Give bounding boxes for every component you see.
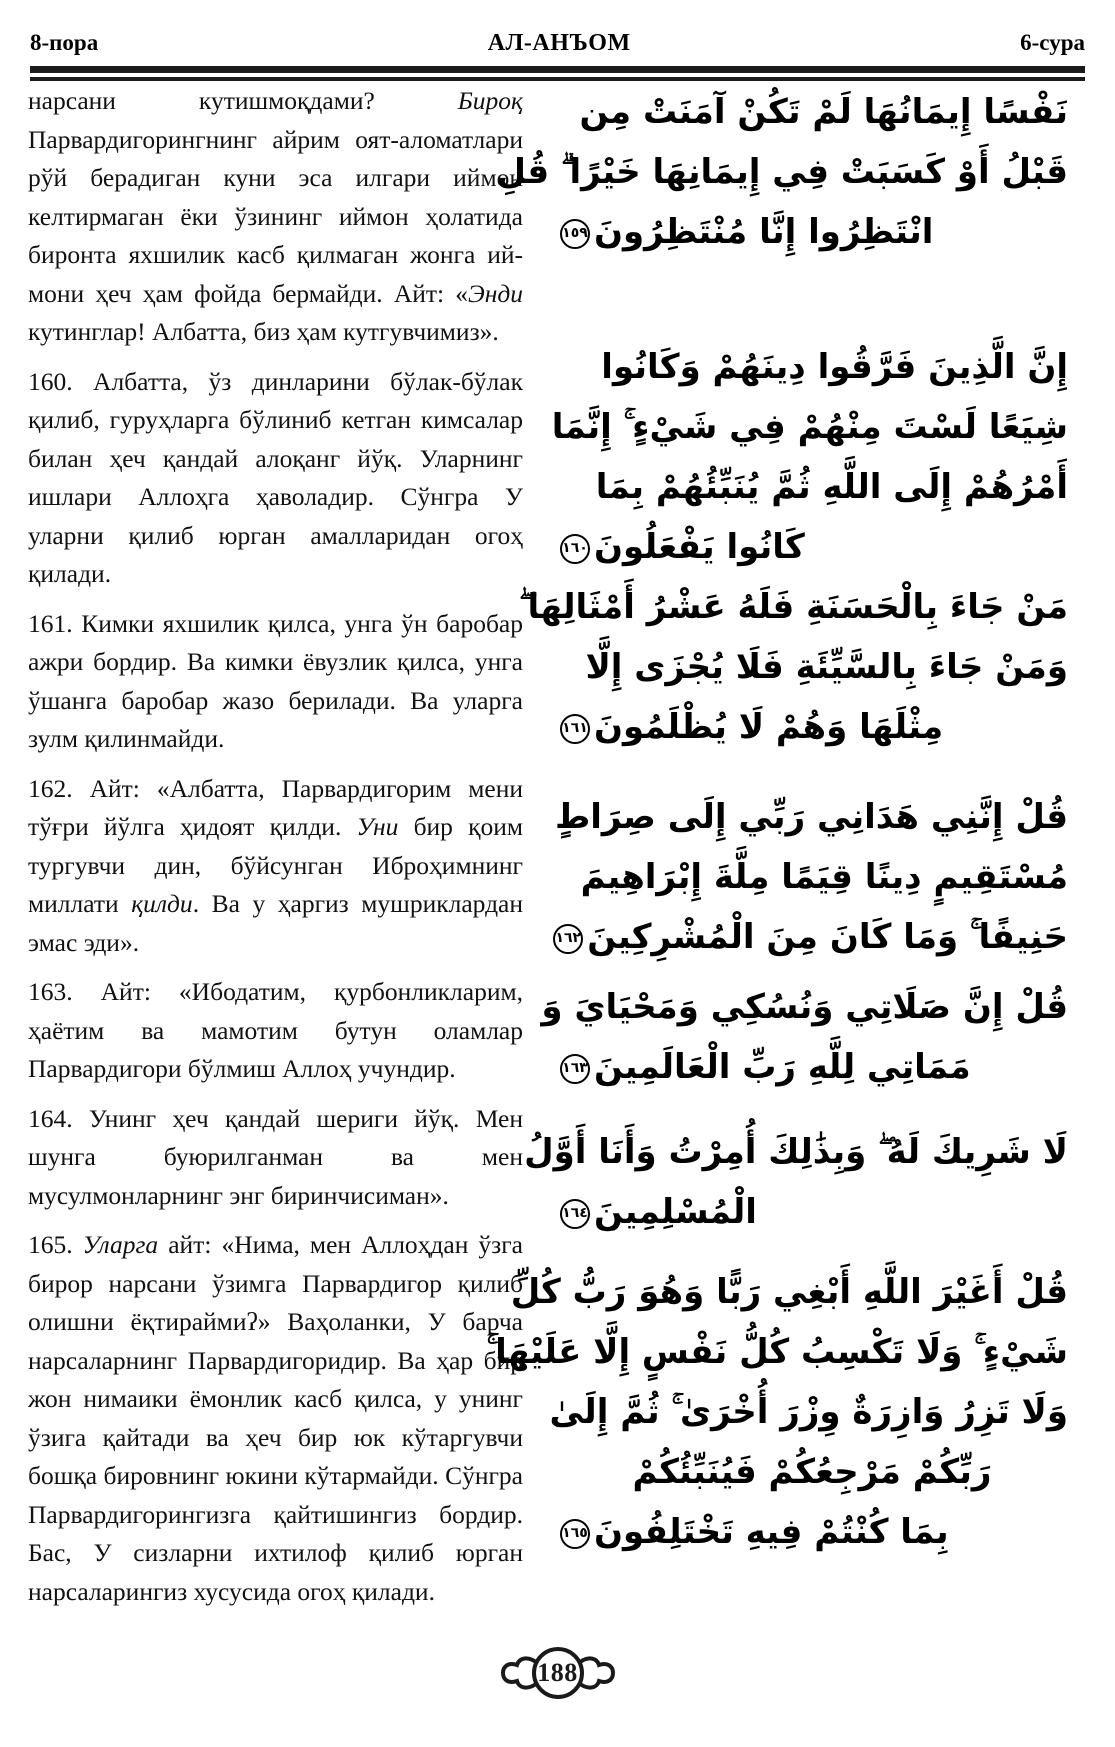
arabic-verse-block — [496, 82, 1068, 262]
arabic-line: وَلَا تَزِرُ وَازِرَةٌ وِزْرَ أُخْرَىٰ ۚ ثُمَّ إِلَىٰ — [549, 1392, 1068, 1432]
arabic-line: مِثْلَهَا وَهُمْ لَا يُظْلَمُونَ١٦١ — [556, 697, 1068, 757]
running-header — [30, 30, 1085, 64]
arabic-line: نَفْسًا إِيمَانُهَا لَمْ تَكُنْ آمَنَتْ مِن — [579, 92, 1068, 132]
header-surah-number: 6-сура — [1020, 30, 1085, 55]
arabic-line: أَمْرُهُمْ إِلَى اللَّهِ ثُمَّ يُنَبِّئُهُمْ بِمَا — [595, 467, 1068, 507]
arabic-line: مَنْ جَاءَ بِالْحَسَنَةِ فَلَهُ عَشْرُ أَمْثَالِهَا ۖ — [519, 587, 1068, 627]
translation-paragraph — [28, 82, 523, 352]
body-text: Парвардигорингнинг айрим оят-аломатлари рўй берадиган куни эса илгари иймон келтирмаган ёки ўзининг иймон ҳолатида биронта яхшилик касб қилмаган жонга иймони ҳеч ҳам фойда бермайди. Айт: « — [28, 124, 523, 308]
ayah-number-badge: ١٦٤ — [560, 1199, 590, 1229]
arabic-line: قَبْلُ أَوْ كَسَبَتْ فِي إِيمَانِهَا خَيْرًا ۗ قُلِ — [496, 152, 1068, 192]
arabic-line: لَا شَرِيكَ لَهُ ۖ وَبِذَٰلِكَ أُمِرْتُ وَأَنَا أَوَّلُ — [524, 1132, 1068, 1172]
body-text: 160. Албатта, ўз динларини бўлак-бўлак қилиб, гуруҳларга бўлиниб кетган кимсалар билан ҳеч қандай алоқанг йўқ. Уларнинг ишлари Аллоҳга ҳаволадир. Сўнгра У уларни қилиб юрган амалларидан огоҳ қилади. — [28, 366, 523, 588]
emphasis-text: Уни — [356, 812, 399, 841]
translation-paragraph — [28, 973, 523, 1089]
header-rule-group — [30, 66, 1085, 81]
arabic-line: رَبِّكُمْ مَرْجِعُكُمْ فَيُنَبِّئُكُمْ — [632, 1452, 992, 1492]
ayah-number-badge: ١٦٠ — [560, 534, 590, 564]
translation-paragraph — [28, 770, 523, 963]
ayah-number-badge: ١٦٢ — [553, 924, 583, 954]
header-surah-title: АЛ-АНЪОМ — [487, 30, 631, 56]
translation-paragraph — [28, 363, 523, 594]
arabic-line: قُلْ إِنَّ صَلَاتِي وَنُسُكِي وَمَحْيَايَ وَ — [541, 987, 1068, 1027]
body-text: нарсани кутишмоқдами? — [28, 86, 458, 115]
arabic-line: إِنَّ الَّذِينَ فَرَّقُوا دِينَهُمْ وَكَانُوا — [601, 347, 1068, 387]
body-text: . Ва у ҳаргиз мушриклардан эмас эди». — [28, 889, 524, 957]
body-text: 165. — [28, 1230, 83, 1259]
arabic-line: بِمَا كُنْتُمْ فِيهِ تَخْتَلِفُونَ١٦٥ — [556, 1502, 1068, 1562]
ayah-number-badge: ١٥٩ — [560, 219, 590, 249]
arabic-line: انْتَظِرُوا إِنَّا مُنْتَظِرُونَ١٥٩ — [556, 202, 1068, 262]
header-row — [30, 30, 1085, 60]
arabic-line: كَانُوا يَفْعَلُونَ١٦٠ — [556, 517, 1068, 577]
header-rule-thick — [30, 66, 1085, 73]
emphasis-text: қилди — [131, 889, 193, 918]
ayah-number-badge: ١٦٣ — [560, 1054, 590, 1084]
translation-column — [28, 82, 523, 1622]
translation-paragraph — [28, 605, 523, 759]
body-text: бир қоим тургувчи дин, бўйсунган Иброҳимнинг миллати — [28, 812, 523, 918]
page-footer — [0, 1645, 1115, 1715]
body-text: айт: «Нима, мен Аллоҳдан ўзга бирор нарсани ўзимга Парвардигор қилиб олишни ёқтираймиʔ» Ваҳоланки, У барча нарсаларнинг Парвардигоридир. Ва ҳар бир жон нимаики ёмонлик касб қилса, у унинг ўзига қайтади ва ҳеч бир юк кўтаргувчи бошқа бировнинг юкини кўтармайди. Сўнгра Парвардигорингизга қайтишингиз бордир. Бас, У сизларни ихтилоф қилиб юрган нарсаларингиз хусусида огоҳ қилади. — [28, 1230, 523, 1606]
arabic-line: قُلْ أَغَيْرَ اللَّهِ أَبْغِي رَبًّا وَهُوَ رَبُّ كُلِّ — [510, 1272, 1068, 1312]
arabic-verse-block — [524, 1122, 1068, 1242]
ayah-number-badge: ١٦٥ — [560, 1519, 590, 1549]
translation-paragraph — [28, 1100, 523, 1216]
body-text: 163. Айт: «Ибодатим, қурбонликларим, ҳаётим ва мамотим бутун оламлар Парвардигори бўлмиш Аллоҳ учундир. — [28, 977, 523, 1083]
body-text: кутинглар! Албатта, биз ҳам кутгувчимиз». — [28, 317, 499, 346]
header-juz-label: 8-пора — [30, 30, 99, 55]
translation-paragraph — [28, 1226, 523, 1611]
arabic-line: حَنِيفًا ۚ وَمَا كَانَ مِنَ الْمُشْرِكِينَ١٦٢ — [556, 907, 1068, 967]
arabic-line: مُسْتَقِيمٍ دِينًا قِيَمًا مِلَّةَ إِبْرَاهِيمَ — [580, 857, 1068, 897]
arabic-verse-block — [551, 337, 1068, 577]
body-text: 162. Айт: «Албатта, Парвардигорим мени тўғри йўлга ҳидоят қилди. — [28, 773, 523, 841]
arabic-line: وَمَنْ جَاءَ بِالسَّيِّئَةِ فَلَا يُجْزَى إِلَّا — [585, 647, 1068, 687]
emphasis-text: Энди — [468, 278, 523, 308]
header-rule-thin — [30, 77, 1085, 81]
body-text: 161. Кимки яхшилик қилса, унга ўн баробар ажри бордир. Ва кимки ёвузлик қилса, унга ўшанга баробар жазо берилади. Ва уларга зулм қилинмайди. — [28, 608, 523, 753]
emphasis-text: Бироқ — [457, 86, 523, 115]
arabic-line: قُلْ إِنَّنِي هَدَانِي رَبِّي إِلَى صِرَاطٍ — [554, 797, 1068, 837]
arabic-verse-block — [519, 577, 1068, 757]
arabic-verse-block — [556, 787, 1068, 967]
page-number-ornament — [483, 1645, 633, 1701]
ayah-number-badge: ١٦١ — [560, 714, 590, 744]
emphasis-text: Уларга — [82, 1230, 159, 1259]
arabic-line: مَمَاتِي لِلَّهِ رَبِّ الْعَالَمِينَ١٦٣ — [556, 1037, 1068, 1097]
arabic-verse-block — [486, 1262, 1068, 1562]
arabic-verse-block — [541, 977, 1068, 1097]
arabic-line: شَيْءٍ ۚ وَلَا تَكْسِبُ كُلُّ نَفْسٍ إِلَّا عَلَيْهَا ۚ — [486, 1332, 1068, 1372]
body-text: 164. Унинг ҳеч қандай шериги йўқ. Мен шунга буюрилганман ва мен мусулмонларнинг энг биринчисиман». — [28, 1103, 523, 1210]
page-body — [0, 82, 1115, 1652]
page-number: 188 — [537, 1658, 578, 1687]
arabic-line: الْمُسْلِمِينَ١٦٤ — [556, 1182, 1068, 1242]
arabic-line: شِيَعًا لَسْتَ مِنْهُمْ فِي شَيْءٍ ۚ إِنَّمَا — [551, 407, 1068, 447]
